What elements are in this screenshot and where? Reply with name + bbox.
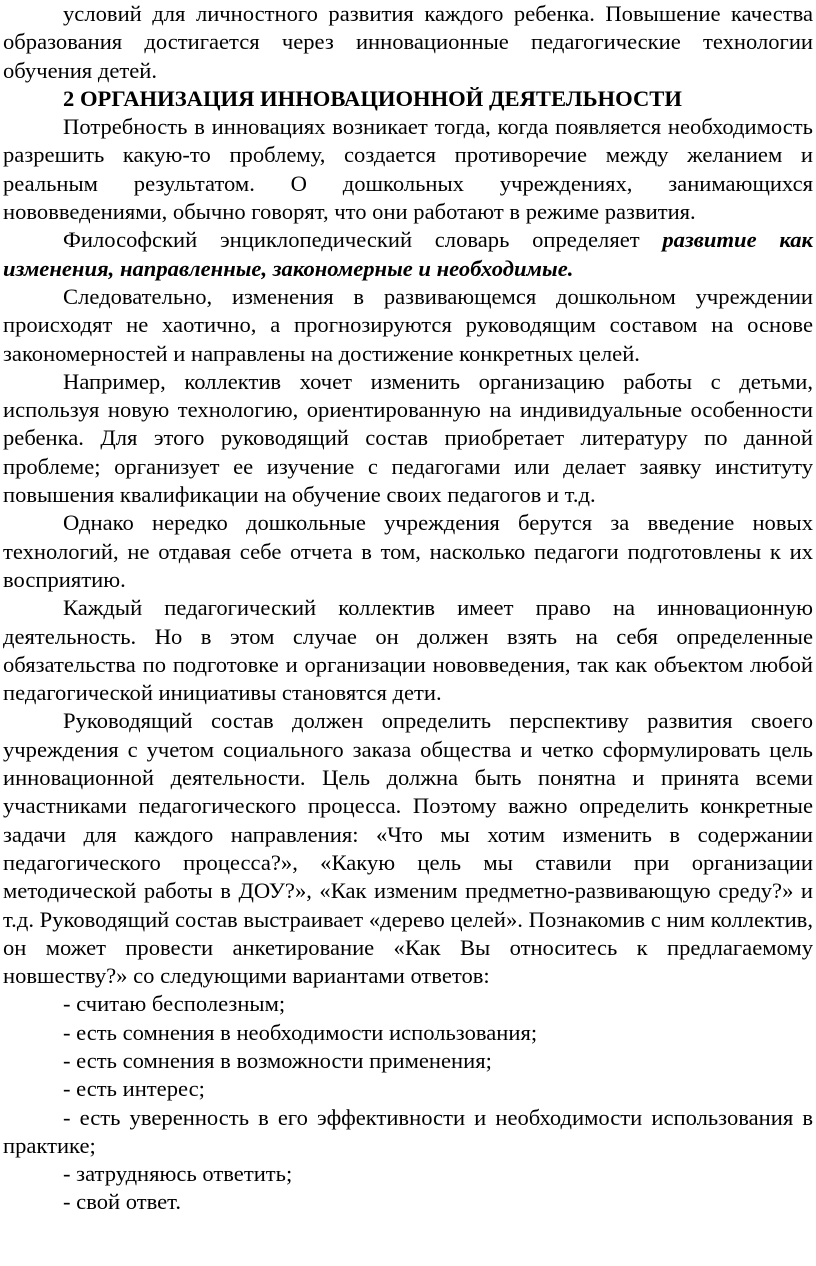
answer-option: - считаю бесполезным; [63, 991, 286, 1017]
answer-option: - есть сомнения в возможности применения; [63, 1047, 492, 1073]
document-page [3, 0, 813, 1217]
paragraph-management-role: Руководящий состав должен определить перспективу развития своего учреждения с учетом социального заказа общества и четко сформулировать цель инновационной деятельности. Цель должна быть понятна и принята всеми участниками педагогического процесса. Поэтому важно определить конкретные задачи для каждого направления: «Что мы хотим изменить в содержании педагогического процесса?», «Какую цель мы ставили при организации методической работы в ДОУ?», «Как изменим предметно-развивающую среду?» и т.д. Руководящий состав выстраивает «дерево целей». Познакомив с ним коллектив, он может провести анкетирование «Как Вы относитесь к предлагаемому новшеству?» со следующими вариантами ответов: [3, 708, 813, 989]
paragraph-philosophical-definition [3, 226, 813, 283]
definition-emphasis: развитие как изменения, направленные, закономерные и необходимые. [3, 227, 813, 281]
paragraph-need-for-innovation: Потребность в инновациях возникает тогда, когда появляется необходимость разрешить какую-то проблему, создается противоречие между желанием и реальным результатом. О дошкольных учреждениях, занимающихся нововведениями, обычно говорят, что они работают в режиме развития. [3, 114, 813, 225]
definition-lead-text: Философский энциклопедический словарь определяет [63, 227, 663, 253]
answer-option: - свой ответ. [63, 1189, 182, 1215]
answer-option: - есть уверенность в его эффективности и необходимости использования в практике; [3, 1104, 813, 1158]
paragraph-example: Например, коллектив хочет изменить организацию работы с детьми, используя новую технологию, ориентированную на индивидуальные особенности ребенка. Для этого руководящий состав приобретает литературу по данной проблеме; организует ее изучение с педагогами или делает заявку институту повышения квалификации на обучение своих педагогов и т.д. [3, 368, 813, 508]
section-heading: 2 ОРГАНИЗАЦИЯ ИННОВАЦИОННОЙ ДЕЯТЕЛЬНОСТИ [63, 85, 682, 111]
paragraph-intro-continuation: условий для личностного развития каждого ребенка. Повышение качества образования достигается через инновационные педагогические технологии обучения детей. [3, 1, 813, 83]
paragraph-consequently: Следовательно, изменения в развивающемся дошкольном учреждении происходят не хаотично, а прогнозируются руководящим составом на основе закономерностей и направлены на достижение конкретных целей. [3, 283, 813, 366]
paragraph-right-to-innovate: Каждый педагогический коллектив имеет право на инновационную деятельность. Но в этом случае он должен взять на себя определенные обязательства по подготовке и организации нововведения, так как объектом любой педагогической инициативы становятся дети. [3, 595, 813, 706]
paragraph-however: Однако нередко дошкольные учреждения берутся за введение новых технологий, не отдавая себе отчета в том, насколько педагоги подготовлены к их восприятию. [3, 510, 813, 592]
answer-option: - затрудняюсь ответить; [63, 1161, 293, 1187]
answer-option: - есть интерес; [63, 1076, 205, 1102]
answer-option: - есть сомнения в необходимости использования; [63, 1019, 538, 1045]
